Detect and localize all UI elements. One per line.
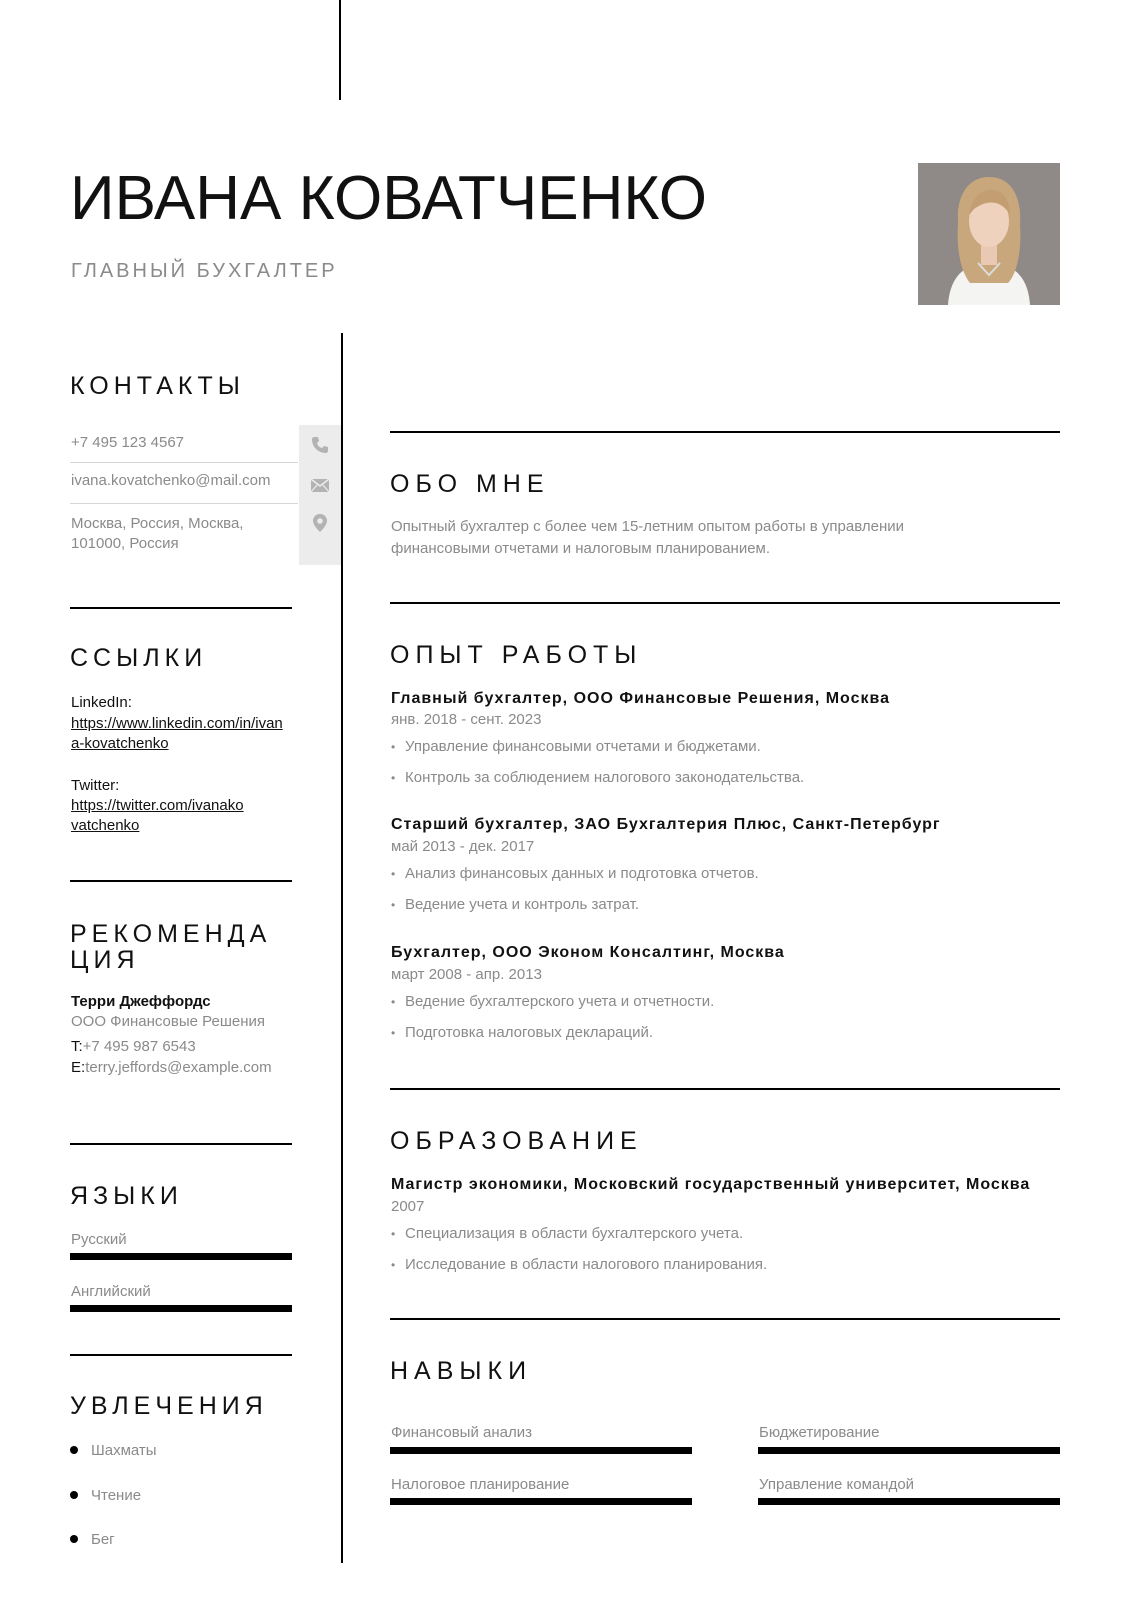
job-dates: май 2013 - дек. 2017 bbox=[391, 838, 535, 855]
contact-email[interactable]: ivana.kovatchenko@mail.com bbox=[71, 472, 271, 489]
about-text-line2: финансовыми отчетами и налоговым планированием. bbox=[391, 540, 771, 557]
linkedin-label: LinkedIn: bbox=[71, 694, 132, 711]
contact-phone[interactable]: +7 495 123 4567 bbox=[71, 434, 185, 451]
languages-heading: ЯЗЫКИ bbox=[70, 1182, 183, 1210]
education-bullet bbox=[391, 1225, 743, 1242]
skill-level-bar bbox=[758, 1447, 1060, 1454]
recommendation-heading-line1: РЕКОМЕНДА bbox=[70, 920, 272, 948]
language-name: Английский bbox=[71, 1283, 151, 1300]
recommendation-heading-line2: ЦИЯ bbox=[70, 946, 140, 974]
language-name: Русский bbox=[71, 1231, 127, 1248]
twitter-link[interactable]: https://twitter.com/ivanakovatchenko bbox=[71, 797, 244, 834]
bullet-dot bbox=[70, 1491, 78, 1499]
hobby-label: Шахматы bbox=[91, 1442, 157, 1459]
recommender-email-row bbox=[71, 1058, 296, 1078]
recommender-phone-label: T: bbox=[71, 1038, 83, 1055]
skill-name: Налоговое планирование bbox=[391, 1476, 570, 1493]
right-section-divider bbox=[390, 1318, 1060, 1320]
contact-address: Москва, Россия, Москва, 101000, Россия bbox=[71, 515, 244, 553]
bullet-dot bbox=[70, 1446, 78, 1454]
about-text-line1: Опытный бухгалтер с более чем 15-летним опытом работы в управлении bbox=[391, 518, 904, 535]
job-bullet-text: Анализ финансовых данных и подготовка отчетов. bbox=[405, 865, 759, 882]
job-bullet bbox=[391, 738, 761, 755]
location-pin-icon bbox=[310, 513, 330, 533]
candidate-job-title: ГЛАВНЫЙ БУХГАЛТЕР bbox=[71, 260, 338, 282]
skill-level-bar bbox=[390, 1498, 692, 1505]
job-bullet bbox=[391, 865, 759, 882]
job-bullet bbox=[391, 896, 639, 913]
bullet-dot bbox=[70, 1535, 78, 1543]
bullet-dot: • bbox=[391, 1227, 396, 1241]
hobby-item bbox=[70, 1487, 141, 1504]
profile-photo bbox=[918, 163, 1060, 305]
left-section-divider bbox=[70, 1354, 292, 1356]
left-section-divider bbox=[70, 1143, 292, 1145]
education-bullet-text: Исследование в области налогового планирования. bbox=[405, 1256, 768, 1273]
recommender-name: Терри Джеффордс bbox=[71, 993, 211, 1010]
phone-icon bbox=[310, 435, 330, 455]
left-section-divider bbox=[70, 607, 292, 609]
top-divider-line bbox=[339, 0, 341, 100]
bullet-dot: • bbox=[391, 771, 396, 785]
recommender-email[interactable]: terry.jeffords@example.com bbox=[85, 1059, 272, 1076]
contact-separator bbox=[70, 462, 298, 463]
language-level-bar bbox=[70, 1305, 292, 1312]
job-bullet-text: Управление финансовыми отчетами и бюджетами. bbox=[405, 738, 761, 755]
left-section-divider bbox=[70, 880, 292, 882]
skill-level-bar bbox=[390, 1447, 692, 1454]
column-divider-line bbox=[341, 333, 343, 1563]
recommender-phone[interactable]: +7 495 987 6543 bbox=[82, 1038, 196, 1055]
education-bullet bbox=[391, 1256, 767, 1273]
bullet-dot: • bbox=[391, 898, 396, 912]
about-heading: ОБО МНЕ bbox=[390, 470, 550, 498]
contact-icons-column bbox=[299, 425, 341, 565]
links-heading: ССЫЛКИ bbox=[70, 644, 208, 672]
hobby-label: Бег bbox=[91, 1531, 115, 1548]
job-title: Бухгалтер, ООО Эконом Консалтинг, Москва bbox=[391, 944, 785, 961]
right-section-divider bbox=[390, 1088, 1060, 1090]
skill-name: Финансовый анализ bbox=[391, 1424, 532, 1441]
bullet-dot: • bbox=[391, 1026, 396, 1040]
job-bullet bbox=[391, 1024, 653, 1041]
contact-separator bbox=[70, 503, 298, 504]
skill-level-bar bbox=[758, 1498, 1060, 1505]
job-dates: март 2008 - апр. 2013 bbox=[391, 966, 542, 983]
job-bullet-text: Ведение бухгалтерского учета и отчетности. bbox=[405, 993, 715, 1010]
language-level-bar bbox=[70, 1253, 292, 1260]
job-dates: янв. 2018 - сент. 2023 bbox=[391, 711, 542, 728]
education-title: Магистр экономики, Московский государственный университет, Москва bbox=[391, 1176, 1031, 1193]
right-section-divider bbox=[390, 431, 1060, 433]
job-bullet bbox=[391, 993, 714, 1010]
job-title: Главный бухгалтер, ООО Финансовые Решения, Москва bbox=[391, 690, 891, 707]
recommender-email-label: E: bbox=[71, 1059, 86, 1076]
recommender-phone-row bbox=[71, 1038, 196, 1055]
experience-heading: ОПЫТ РАБОТЫ bbox=[390, 641, 643, 669]
skills-heading: НАВЫКИ bbox=[390, 1357, 533, 1385]
right-section-divider bbox=[390, 602, 1060, 604]
bullet-dot: • bbox=[391, 740, 396, 754]
envelope-icon bbox=[310, 475, 330, 495]
job-bullet bbox=[391, 769, 804, 786]
hobby-label: Чтение bbox=[91, 1487, 142, 1504]
education-year: 2007 bbox=[391, 1198, 425, 1215]
job-bullet-text: Контроль за соблюдением налогового законодательства. bbox=[405, 769, 805, 786]
contacts-heading: КОНТАКТЫ bbox=[70, 372, 245, 400]
hobbies-heading: УВЛЕЧЕНИЯ bbox=[70, 1392, 268, 1420]
job-bullet-text: Ведение учета и контроль затрат. bbox=[405, 896, 640, 913]
job-title: Старший бухгалтер, ЗАО Бухгалтерия Плюс, Санкт-Петербург bbox=[391, 816, 941, 833]
education-heading: ОБРАЗОВАНИЕ bbox=[390, 1127, 643, 1155]
bullet-dot: • bbox=[391, 867, 396, 881]
bullet-dot: • bbox=[391, 995, 396, 1009]
hobby-item bbox=[70, 1531, 115, 1548]
job-bullet-text: Подготовка налоговых деклараций. bbox=[405, 1024, 654, 1041]
profile-photo-illustration bbox=[918, 163, 1060, 305]
bullet-dot: • bbox=[391, 1258, 396, 1272]
linkedin-link[interactable]: https://www.linkedin.com/in/ivana-kovatchenko bbox=[71, 715, 283, 752]
candidate-name: ИВАНА КОВАТЧЕНКО bbox=[70, 164, 707, 233]
education-bullet-text: Специализация в области бухгалтерского учета. bbox=[405, 1225, 744, 1242]
twitter-label: Twitter: bbox=[71, 777, 120, 794]
skill-name: Управление командой bbox=[759, 1476, 915, 1493]
skill-name: Бюджетирование bbox=[759, 1424, 880, 1441]
hobby-item bbox=[70, 1442, 157, 1459]
recommender-company: ООО Финансовые Решения bbox=[71, 1013, 265, 1030]
